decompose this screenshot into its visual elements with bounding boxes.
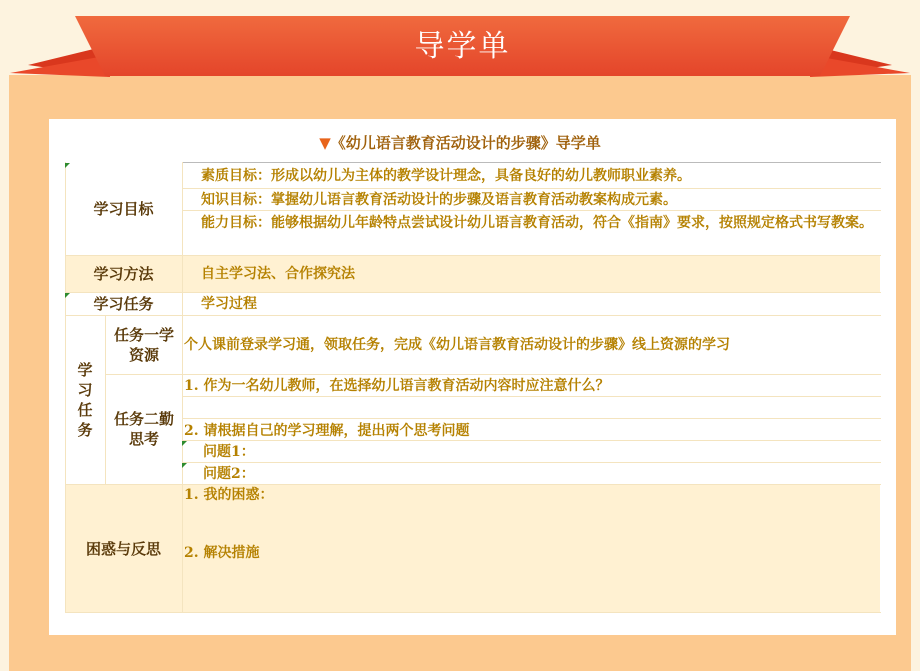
cell-marker [182,441,187,446]
triangle-icon: ▼ [319,134,331,152]
divider [105,315,106,484]
cell-marker [182,463,187,468]
page-title: 导学单 [414,29,511,64]
reflection-confusion: 1. 我的困惑： [184,487,274,503]
method-row-band [65,256,880,292]
task2-problem2: 问题2： [203,466,255,482]
task1-content: 个人课前登录学习通，领取任务，完成《幼儿语言教育活动设计的步骤》线上资源的学习 [184,337,730,353]
divider [182,462,881,463]
task2-question1: 1. 作为一名幼儿教师，在选择幼儿语言教育活动内容时应注意什么？ [184,378,610,394]
goal-quality: 素质目标：形成以幼儿为主体的教学设计理念，具备良好的幼儿教师职业素养。 [201,168,691,184]
reflection-label: 困惑与反思 [85,539,161,558]
task-header-value: 学习过程 [201,296,257,312]
divider [182,162,881,163]
divider [105,374,881,375]
document-title [0,132,920,153]
tasks-label: 学习任务 [77,360,93,439]
goal-knowledge: 知识目标：掌握幼儿语言教育活动设计的步骤及语言教育活动教案构成元素。 [201,192,677,208]
divider [182,210,881,211]
task2-label: 任务二勤思考 [113,410,174,448]
divider [65,612,881,613]
method-value: 自主学习法、合作探究法 [201,266,355,282]
document-title-text: 《幼儿语言教育活动设计的步骤》导学单 [330,134,601,152]
divider [182,418,881,419]
task2-question2: 2. 请根据自己的学习理解，提出两个思考问题 [184,423,470,439]
divider [65,315,881,316]
task1-label: 任务一学资源 [113,326,174,364]
divider [65,292,881,293]
reflection-solution: 2. 解决措施 [184,545,260,561]
divider [182,396,881,397]
divider [65,255,881,256]
task2-problem1: 问题1： [203,444,255,460]
goal-ability: 能力目标：能够根据幼儿年龄特点尝试设计幼儿语言教育活动，符合《指南》要求，按照规定格式书写教案。 [201,215,873,231]
task-header-label: 学习任务 [93,295,154,313]
divider [182,188,881,189]
method-label: 学习方法 [93,265,154,283]
goals-label: 学习目标 [93,199,154,218]
divider [182,162,183,612]
